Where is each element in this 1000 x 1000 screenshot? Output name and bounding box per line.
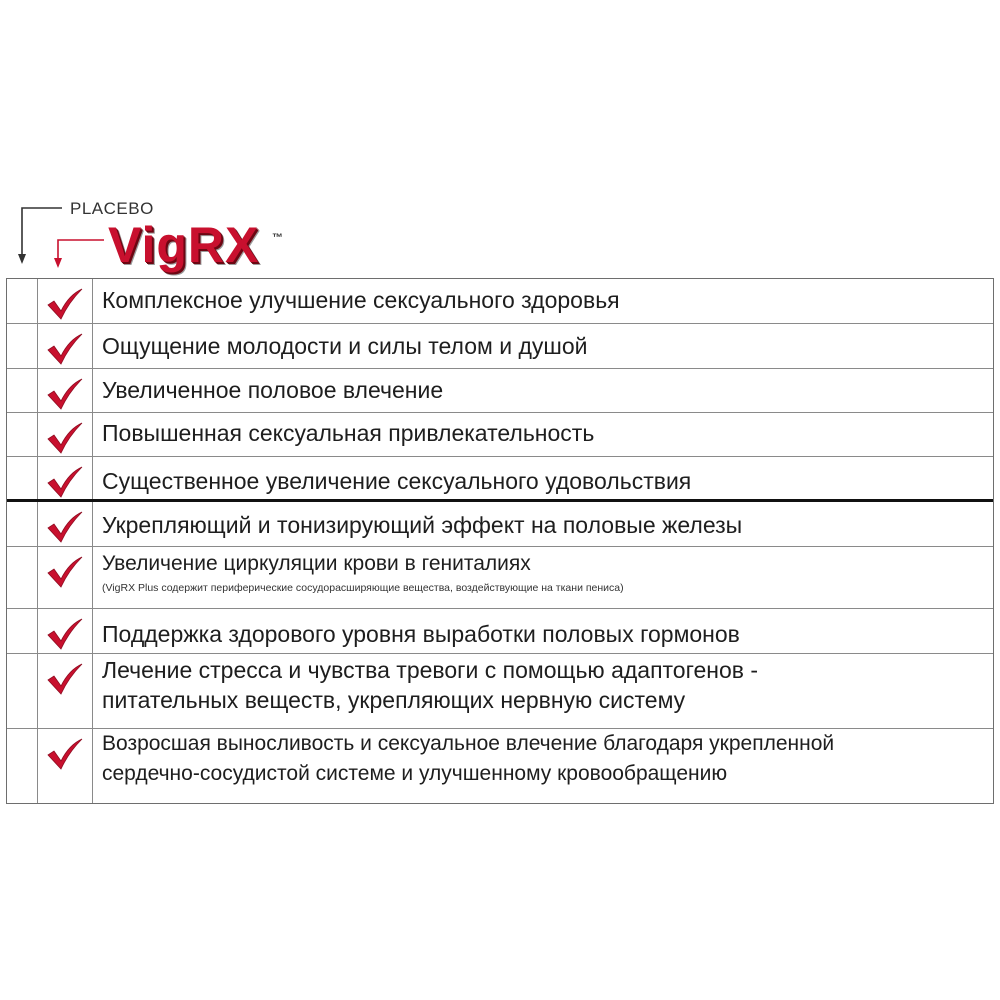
benefit-text (102, 502, 987, 546)
benefit-line: сердечно-сосудистой системе и улучшенному кровообращению (102, 762, 728, 785)
placebo-cell (7, 279, 38, 323)
benefit-text (102, 547, 987, 608)
benefit-text (102, 609, 987, 653)
benefits-comparison-table (6, 278, 994, 804)
benefit-text (102, 729, 987, 803)
benefit-text (102, 457, 987, 499)
benefit-line: Увеличенное половое влечение (102, 377, 444, 403)
red-checkmark-icon (46, 510, 84, 544)
placebo-cell (7, 413, 38, 456)
red-checkmark-icon (46, 555, 84, 589)
placebo-cell (7, 502, 38, 546)
benefit-line: Повышенная сексуальная привлекательность (102, 420, 595, 446)
benefit-row (7, 654, 993, 729)
benefit-line: питательных веществ, укрепляющих нервную систему (102, 687, 686, 713)
placebo-cell (7, 457, 38, 499)
red-checkmark-icon (46, 662, 84, 696)
benefit-text (102, 654, 987, 728)
placebo-cell (7, 369, 38, 412)
benefit-row (7, 369, 993, 413)
benefit-line: Увеличение циркуляции крови в гениталиях (102, 552, 531, 575)
benefit-text (102, 279, 987, 323)
benefit-row (7, 457, 993, 502)
vigrx-cell (38, 547, 93, 608)
red-checkmark-icon (46, 287, 84, 321)
red-checkmark-icon (46, 421, 84, 455)
vigrx-cell (38, 502, 93, 546)
vigrx-cell (38, 457, 93, 499)
benefit-text (102, 324, 987, 368)
benefit-text (102, 413, 987, 456)
benefit-row (7, 547, 993, 609)
vigrx-cell (38, 369, 93, 412)
placebo-cell (7, 324, 38, 368)
vigrx-cell (38, 729, 93, 803)
vigrx-cell (38, 609, 93, 653)
red-checkmark-icon (46, 737, 84, 771)
placebo-cell (7, 654, 38, 728)
benefit-row (7, 729, 993, 803)
benefit-line: Существенное увеличение сексуального удовольствия (102, 468, 692, 494)
placebo-cell (7, 547, 38, 608)
benefit-line: Комплексное улучшение сексуального здоровья (102, 287, 620, 313)
placebo-column-label: PLACEBO (70, 199, 154, 218)
red-checkmark-icon (46, 465, 84, 499)
benefit-footnote: (VigRX Plus содержит периферические сосудорасширяющие вещества, воздействующие на ткани пениса) (102, 582, 624, 594)
benefit-line: Укрепляющий и тонизирующий эффект на половые железы (102, 512, 743, 538)
vigrx-cell (38, 413, 93, 456)
red-checkmark-icon (46, 377, 84, 411)
red-checkmark-icon (46, 617, 84, 651)
vigrx-cell (38, 279, 93, 323)
red-checkmark-icon (46, 332, 84, 366)
placebo-cell (7, 609, 38, 653)
benefit-row (7, 413, 993, 457)
benefit-line: Лечение стресса и чувства тревоги с помощью адаптогенов - (102, 657, 759, 683)
benefit-text (102, 369, 987, 412)
benefit-line: Возросшая выносливость и сексуальное влечение благодаря укрепленной (102, 732, 835, 755)
benefit-row (7, 279, 993, 324)
benefit-line: Поддержка здорового уровня выработки половых гормонов (102, 621, 740, 647)
vigrx-cell (38, 324, 93, 368)
benefit-row (7, 609, 993, 654)
placebo-cell (7, 729, 38, 803)
trademark-symbol: ™ (272, 232, 283, 244)
benefit-row (7, 324, 993, 369)
benefit-row (7, 502, 993, 547)
vigrx-cell (38, 654, 93, 728)
benefit-line: Ощущение молодости и силы телом и душой (102, 333, 588, 359)
vigrx-logo: VigRX (108, 217, 260, 273)
